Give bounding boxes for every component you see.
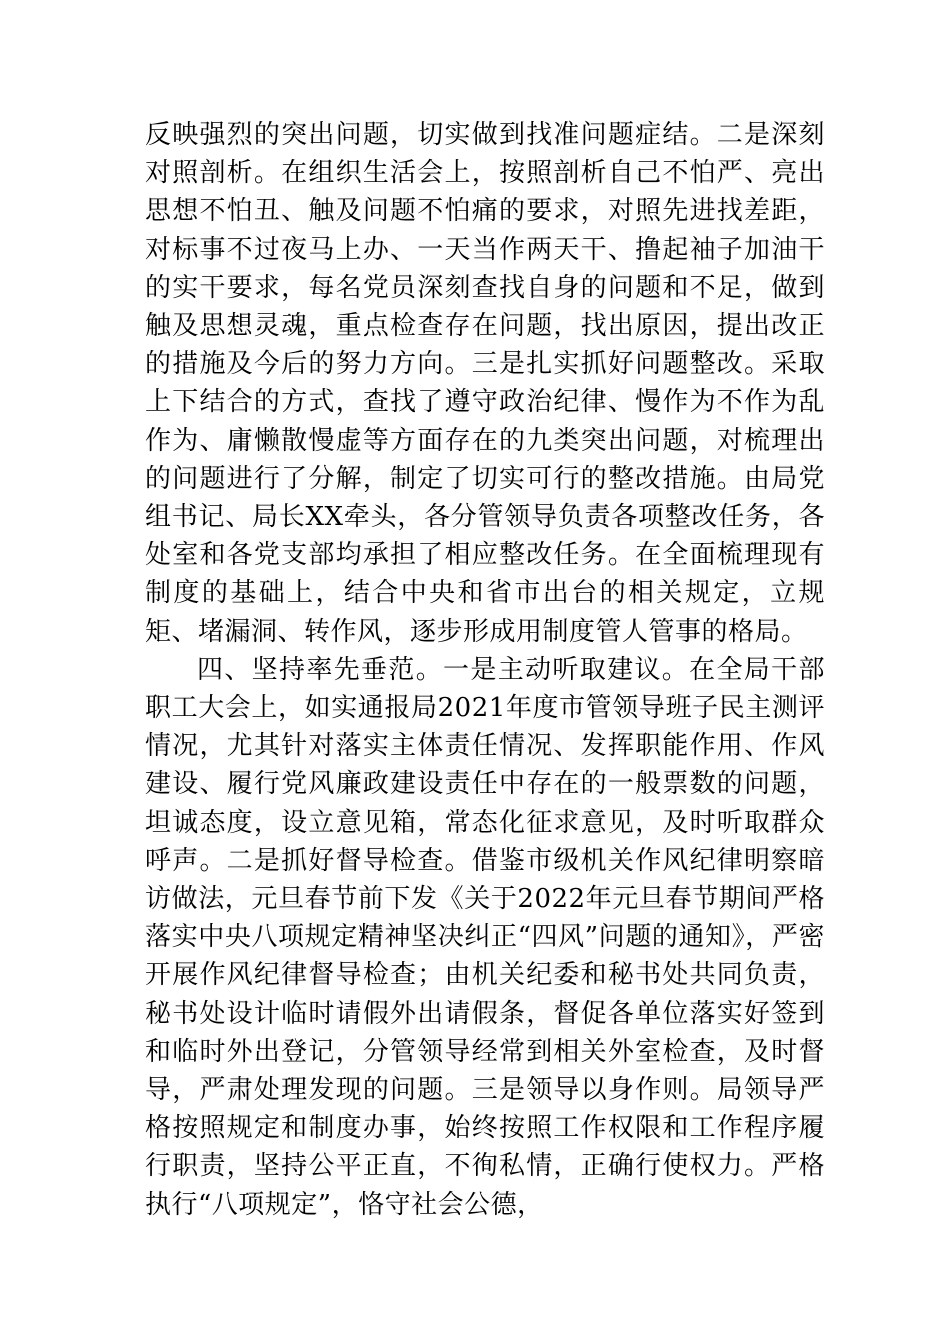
body-text xyxy=(145,116,825,1224)
paragraph-continued: 反映强烈的突出问题，切实做到找准问题症结。二是深刻对照剖析。在组织生活会上，按照剖析自己不怕严、亮出思想不怕丑、触及问题不怕痛的要求，对照先进找差距，对标事不过夜马上办、一天当作两天干、撸起袖子加油干的实干要求，每名党员深刻查找自身的问题和不足，做到触及思想灵魂，重点检查存在问题，找出原因，提出改正的措施及今后的努力方向。三是扎实抓好问题整改。采取上下结合的方式，查找了遵守政治纪律、慢作为不作为乱作为、庸懒散慢虚等方面存在的九类突出问题，对梳理出的问题进行了分解，制定了切实可行的整改措施。由局党组书记、局长XX牵头，各分管领导负责各项整改任务，各处室和各党支部均承担了相应整改任务。在全面梳理现有制度的基础上，结合中央和省市出台的相关规定，立规矩、堵漏洞、转作风，逐步形成用制度管人管事的格局。 xyxy=(145,120,825,647)
paragraph-section-four: 四、坚持率先垂范。一是主动听取建议。在全局干部职工大会上，如实通报局2021年度市管领导班子民主测评情况，尤其针对落实主体责任情况、发挥职能作用、作风建设、履行党风廉政建设责任中存在的一般票数的问题，坦诚态度，设立意见箱，常态化征求意见，及时听取群众呼声。二是抓好督导检查。借鉴市级机关作风纪律明察暗访做法，元旦春节前下发《关于2022年元旦春节期间严格落实中央八项规定精神坚决纠正“四风”问题的通知》，严密开展作风纪律督导检查；由机关纪委和秘书处共同负责，秘书处设计临时请假外出请假条，督促各单位落实好签到和临时外出登记，分管领导经常到相关外室检查，及时督导，严肃处理发现的问题。三是领导以身作则。局领导严格按照规定和制度办事，始终按照工作权限和工作程序履行职责，坚持公平正直，不徇私情，正确行使权力。严格执行“八项规定”，恪守社会公德， xyxy=(145,654,825,1220)
